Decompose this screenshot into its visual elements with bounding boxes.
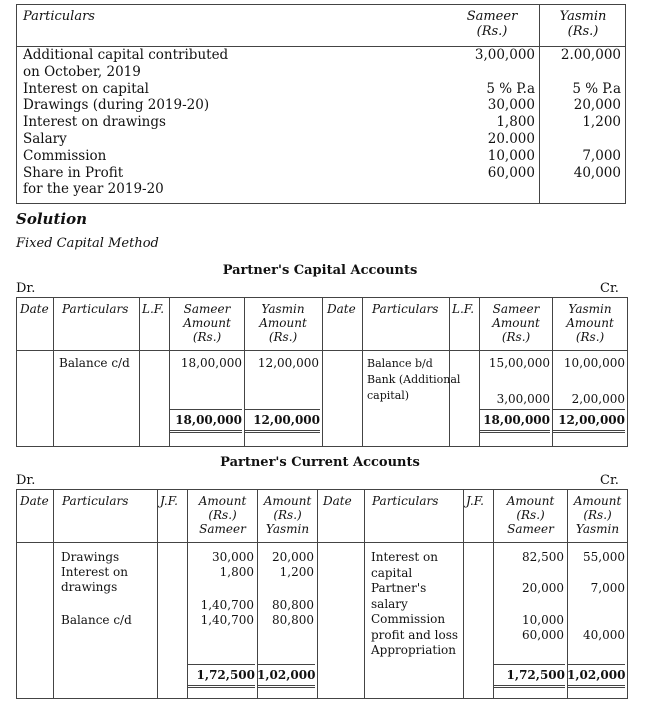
info-sameer: 1,800	[496, 114, 535, 131]
cur-date-h: Date	[20, 494, 49, 508]
cur-date-h2: Date	[323, 494, 352, 508]
cur-r-s1: 82,500	[522, 550, 564, 564]
cur-s-h: Amount (Rs.) Sameer	[198, 494, 247, 536]
info-label: for the year 2019-20	[23, 181, 164, 198]
cap-left-sameer: 18,00,000	[180, 356, 242, 370]
capital-cr: Cr.	[600, 281, 619, 296]
info-sameer: 5 % P.a	[486, 80, 535, 97]
header-yasmin: Yasmin (Rs.)	[559, 9, 607, 39]
cur-total-s2: 1,72,500	[493, 664, 565, 688]
cur-left-y: 20,000 1,200 80,800 80,800	[272, 550, 314, 627]
cur-part-h2: Particulars	[372, 494, 439, 508]
cur-s-h2: Amount (Rs.) Sameer	[506, 494, 555, 536]
cap-balance-cd: Balance c/d	[59, 356, 130, 370]
cur-total-y2: 1,02,000	[567, 664, 625, 688]
cur-left-s: 30,000 1,800 1,40,700 1,40,700	[200, 550, 254, 627]
cap-sameer-h: Sameer Amount (Rs.)	[183, 302, 231, 344]
cap-lf-h2: L.F.	[452, 302, 475, 316]
info-sameer: 30,000	[487, 97, 535, 114]
cur-balance-cd: Balance c/d	[61, 613, 132, 627]
solution-heading: Solution	[16, 210, 87, 228]
cur-r-s2: 20,000	[522, 581, 564, 595]
cur-jf-h: J.F.	[160, 494, 178, 508]
cap-right-s1: 15,00,000	[488, 356, 550, 370]
cap-total-s: 18,00,000	[169, 409, 242, 433]
cap-date-h: Date	[20, 302, 49, 316]
cap-part-h: Particulars	[62, 302, 129, 316]
cur-r-y4: 40,000	[583, 628, 625, 642]
header-particulars: Particulars	[23, 9, 95, 24]
info-label: on October, 2019	[23, 63, 141, 80]
info-label: Commission	[23, 147, 107, 164]
info-row	[17, 181, 625, 198]
info-label: Interest on drawings	[23, 114, 166, 131]
cur-r-s34: 10,000 60,000	[522, 613, 564, 642]
info-row	[17, 81, 625, 98]
info-sameer: 20.000	[487, 130, 535, 147]
current-dr: Dr.	[16, 473, 36, 488]
cur-right-particulars: Interest on capital Partner's salary Commission profit and loss Appropriation	[371, 550, 459, 657]
cap-part-h2: Particulars	[372, 302, 439, 316]
info-row	[17, 165, 625, 182]
given-info-table	[16, 4, 626, 204]
info-yasmin: 7,000	[582, 147, 621, 164]
cur-part-h: Particulars	[62, 494, 129, 508]
info-row	[17, 64, 625, 81]
current-cr: Cr.	[600, 473, 619, 488]
info-row	[17, 47, 625, 64]
info-yasmin: 20,000	[573, 97, 621, 114]
current-title: Partner's Current Accounts	[220, 455, 420, 470]
cap-lf-h: L.F.	[142, 302, 165, 316]
info-row	[17, 131, 625, 148]
info-label: Interest on capital	[23, 80, 150, 97]
cur-jf-h2: J.F.	[466, 494, 484, 508]
info-yasmin: 2.00,000	[560, 47, 621, 63]
cap-yasmin-h2: Yasmin Amount (Rs.)	[566, 302, 614, 344]
cur-r-y2: 7,000	[590, 581, 625, 595]
cap-right-particulars: Balance b/d Bank (Additional capital)	[367, 357, 461, 402]
info-row	[17, 97, 625, 114]
info-yasmin: 5 % P.a	[572, 80, 621, 97]
cap-total-s2: 18,00,000	[479, 409, 550, 433]
header-sameer: Sameer (Rs.)	[466, 9, 518, 39]
cap-date-h2: Date	[327, 302, 356, 316]
capital-dr: Dr.	[16, 281, 36, 296]
current-account-table	[16, 489, 628, 699]
cap-right-y1: 10,00,000	[563, 356, 625, 370]
cur-total-s: 1,72,500	[187, 664, 255, 688]
cap-total-y2: 12,00,000	[552, 409, 625, 433]
cur-total-y: 1,02,000	[257, 664, 315, 688]
info-yasmin: 1,200	[582, 114, 621, 131]
cap-yasmin-h: Yasmin Amount (Rs.)	[259, 302, 307, 344]
info-label: Salary	[23, 130, 67, 147]
cap-total-y: 12,00,000	[244, 409, 320, 433]
info-label: Drawings (during 2019-20)	[23, 97, 210, 114]
cap-left-yasmin: 12,00,000	[257, 356, 319, 370]
cur-left-particulars: Drawings Interest on drawings	[61, 550, 128, 594]
info-label: Additional capital contributed	[23, 47, 229, 63]
capital-account-table	[16, 297, 628, 447]
info-label: Share in Profit	[23, 164, 124, 181]
cur-y-h: Amount (Rs.) Yasmin	[263, 494, 312, 536]
info-row	[17, 114, 625, 131]
info-yasmin: 40,000	[573, 164, 621, 181]
cap-right-s2: 3,00,000	[496, 392, 550, 406]
capital-title: Partner's Capital Accounts	[222, 263, 418, 278]
info-sameer: 3,00,000	[474, 47, 535, 63]
info-sameer: 60,000	[487, 164, 535, 181]
cur-r-y1: 55,000	[583, 550, 625, 564]
cur-y-h2: Amount (Rs.) Yasmin	[573, 494, 622, 536]
cap-sameer-h2: Sameer Amount (Rs.)	[492, 302, 540, 344]
info-sameer: 10,000	[487, 147, 535, 164]
method-label: Fixed Capital Method	[16, 236, 159, 251]
cap-right-y2: 2,00,000	[571, 392, 625, 406]
info-row	[17, 148, 625, 165]
